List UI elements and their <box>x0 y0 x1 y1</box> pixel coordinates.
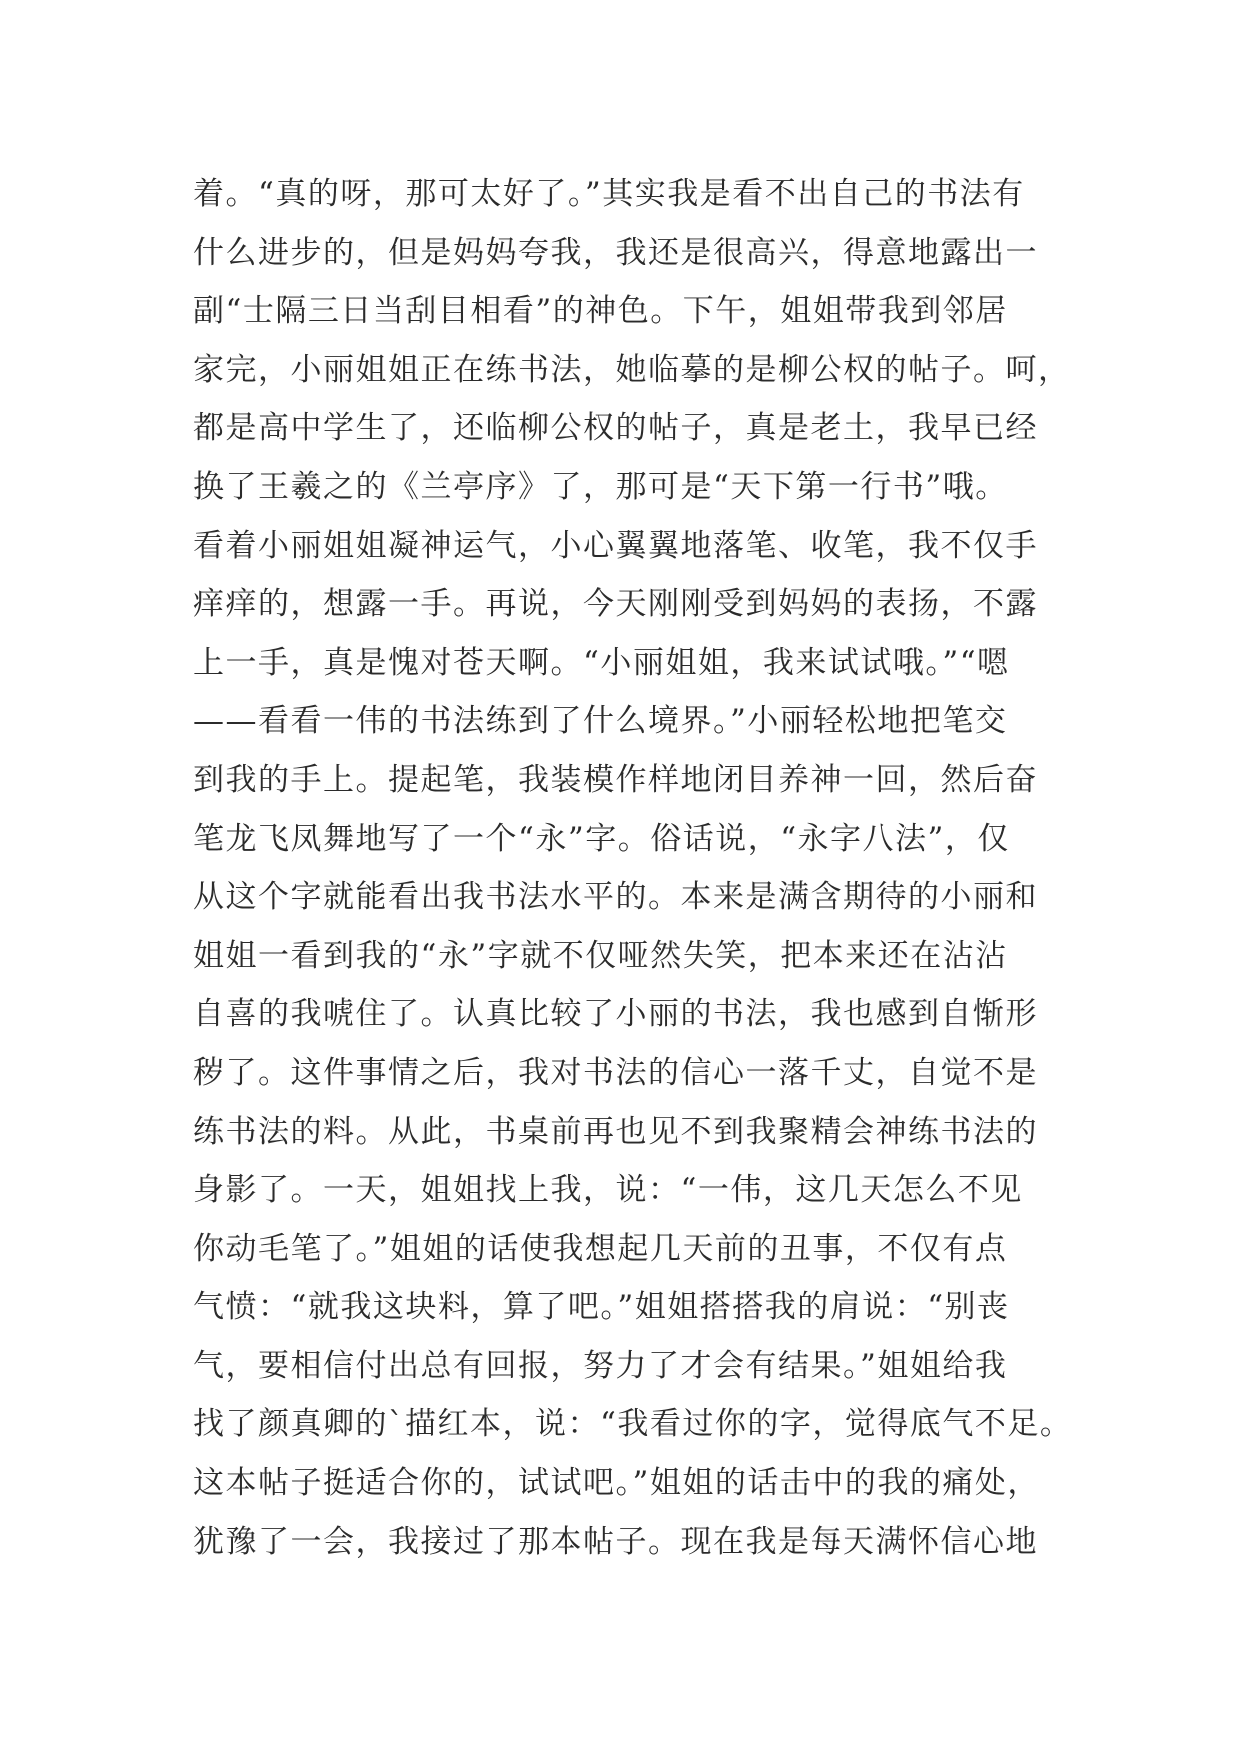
text-line: 练书法的料。从此，书桌前再也见不到我聚精会神练书法的 <box>193 1113 1038 1150</box>
text-line: 这本帖子挺适合你的，试试吧。”姐姐的话击中的我的痛处， <box>193 1465 1040 1502</box>
text-line: 痒痒的，想露一手。再说，今天刚刚受到妈妈的表扬，不露 <box>193 586 1038 623</box>
text-line: 找了颜真卿的`描红本，说：“我看过你的字，觉得底气不足。 <box>193 1406 1073 1443</box>
text-line: 上一手，真是愧对苍天啊。“小丽姐姐，我来试试哦。”“嗯 <box>193 644 1010 681</box>
text-line: 你动毛笔了。”姐姐的话使我想起几天前的丑事，不仅有点 <box>193 1230 1008 1267</box>
text-line: 到我的手上。提起笔，我装模作样地闭目养神一回，然后奋 <box>193 761 1038 798</box>
text-line: 家完，小丽姐姐正在练书法，她临摹的是柳公权的帖子。呵， <box>193 351 1071 388</box>
text-line: ——看看一伟的书法练到了什么境界。”小丽轻松地把笔交 <box>193 703 1008 740</box>
text-line: 都是高中学生了，还临柳公权的帖子，真是老土，我早已经 <box>193 410 1038 447</box>
body-text <box>193 165 1073 1571</box>
text-line: 犹豫了一会，我接过了那本帖子。现在我是每天满怀信心地 <box>193 1523 1038 1560</box>
text-line: 姐姐一看到我的“永”字就不仅哑然失笑，把本来还在沾沾 <box>193 937 1008 974</box>
text-line: 看着小丽姐姐凝神运气，小心翼翼地落笔、收笔，我不仅手 <box>193 527 1038 564</box>
text-line: 自喜的我唬住了。认真比较了小丽的书法，我也感到自惭形 <box>193 996 1038 1033</box>
text-line: 笔龙飞凤舞地写了一个“永”字。俗话说，“永字八法”，仅 <box>193 820 1010 857</box>
text-line: 秽了。这件事情之后，我对书法的信心一落千丈，自觉不是 <box>193 1054 1038 1091</box>
text-line: 着。“真的呀，那可太好了。”其实我是看不出自己的书法有 <box>193 176 1025 212</box>
text-line: 副“士隔三日当刮目相看”的神色。下午，姐姐带我到邻居 <box>193 293 1008 330</box>
text-line: 身影了。一天，姐姐找上我，说：“一伟，这几天怎么不见 <box>193 1172 1023 1209</box>
text-line: 气愤：“就我这块料，算了吧。”姐姐搭搭我的肩说：“别丧 <box>193 1289 1010 1326</box>
text-line: 气，要相信付出总有回报，努力了才会有结果。”姐姐给我 <box>193 1347 1008 1384</box>
text-line: 换了王羲之的《兰亭序》了，那可是“天下第一行书”哦。 <box>193 468 1008 505</box>
text-line: 从这个字就能看出我书法水平的。本来是满含期待的小丽和 <box>193 879 1038 916</box>
text-line: 什么进步的，但是妈妈夸我，我还是很高兴，得意地露出一 <box>193 234 1038 271</box>
